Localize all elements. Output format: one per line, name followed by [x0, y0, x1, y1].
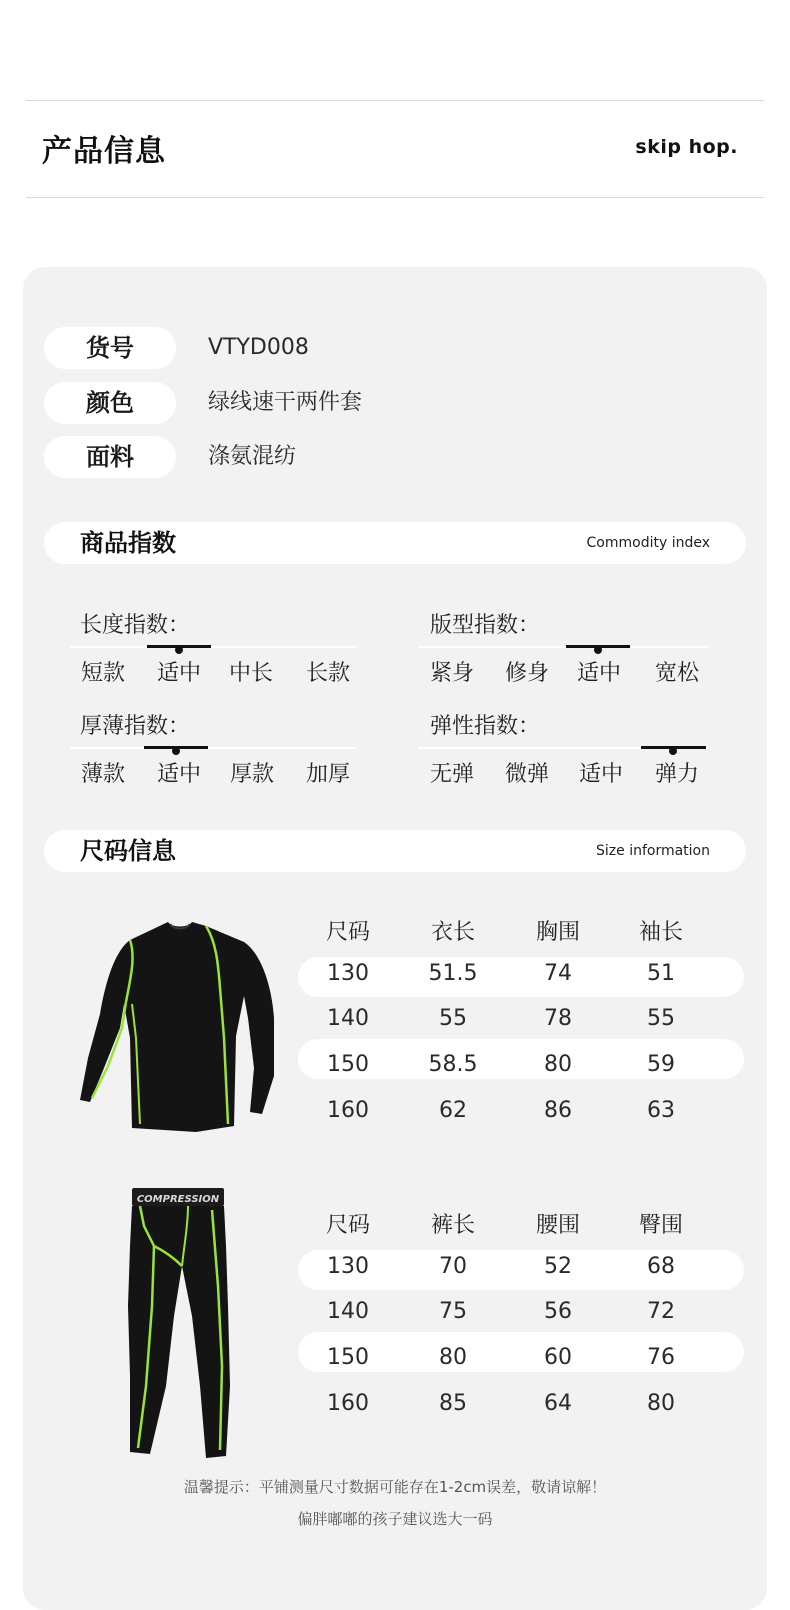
size-info-title: 尺码信息	[80, 837, 176, 865]
commodity-index-title: 商品指数	[80, 529, 176, 557]
top-table-cell: 58.5	[428, 1052, 478, 1077]
length-index-option: 适中	[156, 661, 201, 686]
size-info-bar	[44, 830, 746, 872]
thickness-index-track	[70, 747, 356, 749]
top-table-cell: 86	[544, 1098, 572, 1123]
pants-table-cell: 68	[647, 1254, 675, 1279]
top-table-cell: 63	[647, 1098, 675, 1123]
pants-table-cell: 85	[439, 1391, 467, 1416]
top-table-cell: 59	[647, 1052, 675, 1077]
pants-table-cell: 80	[647, 1391, 675, 1416]
commodity-index-bar	[44, 522, 746, 564]
length-index-option: 长款	[305, 661, 350, 686]
brand-logo: skip hop.	[635, 136, 738, 158]
pants-table-header: 尺码	[325, 1213, 370, 1238]
commodity-index-subtitle: Commodity index	[586, 535, 710, 551]
info-label-fabric: 面料	[44, 436, 176, 478]
length-index-option: 中长	[228, 661, 273, 686]
top-table-header: 衣长	[430, 920, 475, 945]
bottom-divider	[26, 197, 764, 198]
top-table-cell: 51.5	[428, 961, 478, 986]
length-index-option: 短款	[80, 661, 125, 686]
pants-table-cell: 75	[439, 1299, 467, 1324]
elasticity-index-option: 微弹	[504, 762, 549, 787]
top-table-cell: 78	[544, 1006, 572, 1031]
pants-table-cell: 76	[647, 1345, 675, 1370]
pants-table-header: 腰围	[535, 1213, 580, 1238]
length-index-selected-dot	[175, 646, 183, 654]
pants-table-cell: 130	[327, 1254, 369, 1279]
top-table-cell: 80	[544, 1052, 572, 1077]
length-index-title: 长度指数：	[80, 613, 191, 638]
top-table-header: 袖长	[638, 920, 683, 945]
pants-table-cell: 150	[327, 1345, 369, 1370]
fit-index-option: 修身	[504, 661, 549, 686]
top-table-header: 尺码	[325, 920, 370, 945]
top-table-cell: 55	[647, 1006, 675, 1031]
elasticity-index-option: 弹力	[654, 762, 699, 787]
pants-table-cell: 140	[327, 1299, 369, 1324]
elasticity-index-option: 适中	[578, 762, 623, 787]
pants-table-cell: 56	[544, 1299, 572, 1324]
pants-table-cell: 52	[544, 1254, 572, 1279]
top-table-cell: 140	[327, 1006, 369, 1031]
length-index-track	[70, 646, 356, 648]
fit-index-option: 适中	[576, 661, 621, 686]
info-label-item-no: 货号	[44, 327, 176, 369]
waistband-text: COMPRESSION	[136, 1194, 220, 1205]
pants-table-header: 裤长	[430, 1213, 475, 1238]
top-table-cell: 130	[327, 961, 369, 986]
fit-index-selected-dot	[594, 646, 602, 654]
pants-table-cell: 64	[544, 1391, 572, 1416]
thickness-index-option: 厚款	[229, 762, 274, 787]
elasticity-index-title: 弹性指数：	[430, 714, 541, 739]
info-value-item-no: VTYD008	[208, 335, 309, 360]
fit-index-title: 版型指数：	[430, 613, 541, 638]
pants-table-cell: 80	[439, 1345, 467, 1370]
compression-pants-image	[124, 1186, 234, 1462]
thickness-index-title: 厚薄指数：	[80, 714, 191, 739]
fit-index-track	[418, 646, 708, 648]
page-title: 产品信息	[42, 134, 166, 169]
top-divider	[26, 100, 764, 101]
top-table-cell: 160	[327, 1098, 369, 1123]
pants-table-cell: 60	[544, 1345, 572, 1370]
fit-index-option: 紧身	[429, 661, 474, 686]
pants-table-cell: 160	[327, 1391, 369, 1416]
elasticity-index-option: 无弹	[429, 762, 474, 787]
top-table-cell: 74	[544, 961, 572, 986]
top-table-cell: 62	[439, 1098, 467, 1123]
long-sleeve-top-image	[76, 918, 282, 1136]
top-table-cell: 150	[327, 1052, 369, 1077]
thickness-index-option: 加厚	[305, 762, 350, 787]
pants-table-cell: 72	[647, 1299, 675, 1324]
top-table-cell: 51	[647, 961, 675, 986]
size-info-subtitle: Size information	[596, 843, 710, 859]
measurement-note: 温馨提示：平铺测量尺寸数据可能存在1-2cm误差，敬请谅解！	[183, 1478, 607, 1496]
thickness-index-option: 薄款	[80, 762, 125, 787]
pants-table-header: 臀围	[638, 1213, 683, 1238]
thickness-index-option: 适中	[156, 762, 201, 787]
size-advice-note: 偏胖嘟嘟的孩子建议选大一码	[297, 1510, 493, 1528]
pants-table-cell: 70	[439, 1254, 467, 1279]
thickness-index-selected-dot	[172, 747, 180, 755]
elasticity-index-selected-dot	[669, 747, 677, 755]
info-value-fabric: 涤氨混纺	[208, 444, 297, 469]
top-table-header: 胸围	[535, 920, 580, 945]
top-table-cell: 55	[439, 1006, 467, 1031]
fit-index-option: 宽松	[654, 661, 699, 686]
info-label-color: 颜色	[44, 382, 176, 424]
info-value-color: 绿线速干两件套	[208, 390, 363, 415]
